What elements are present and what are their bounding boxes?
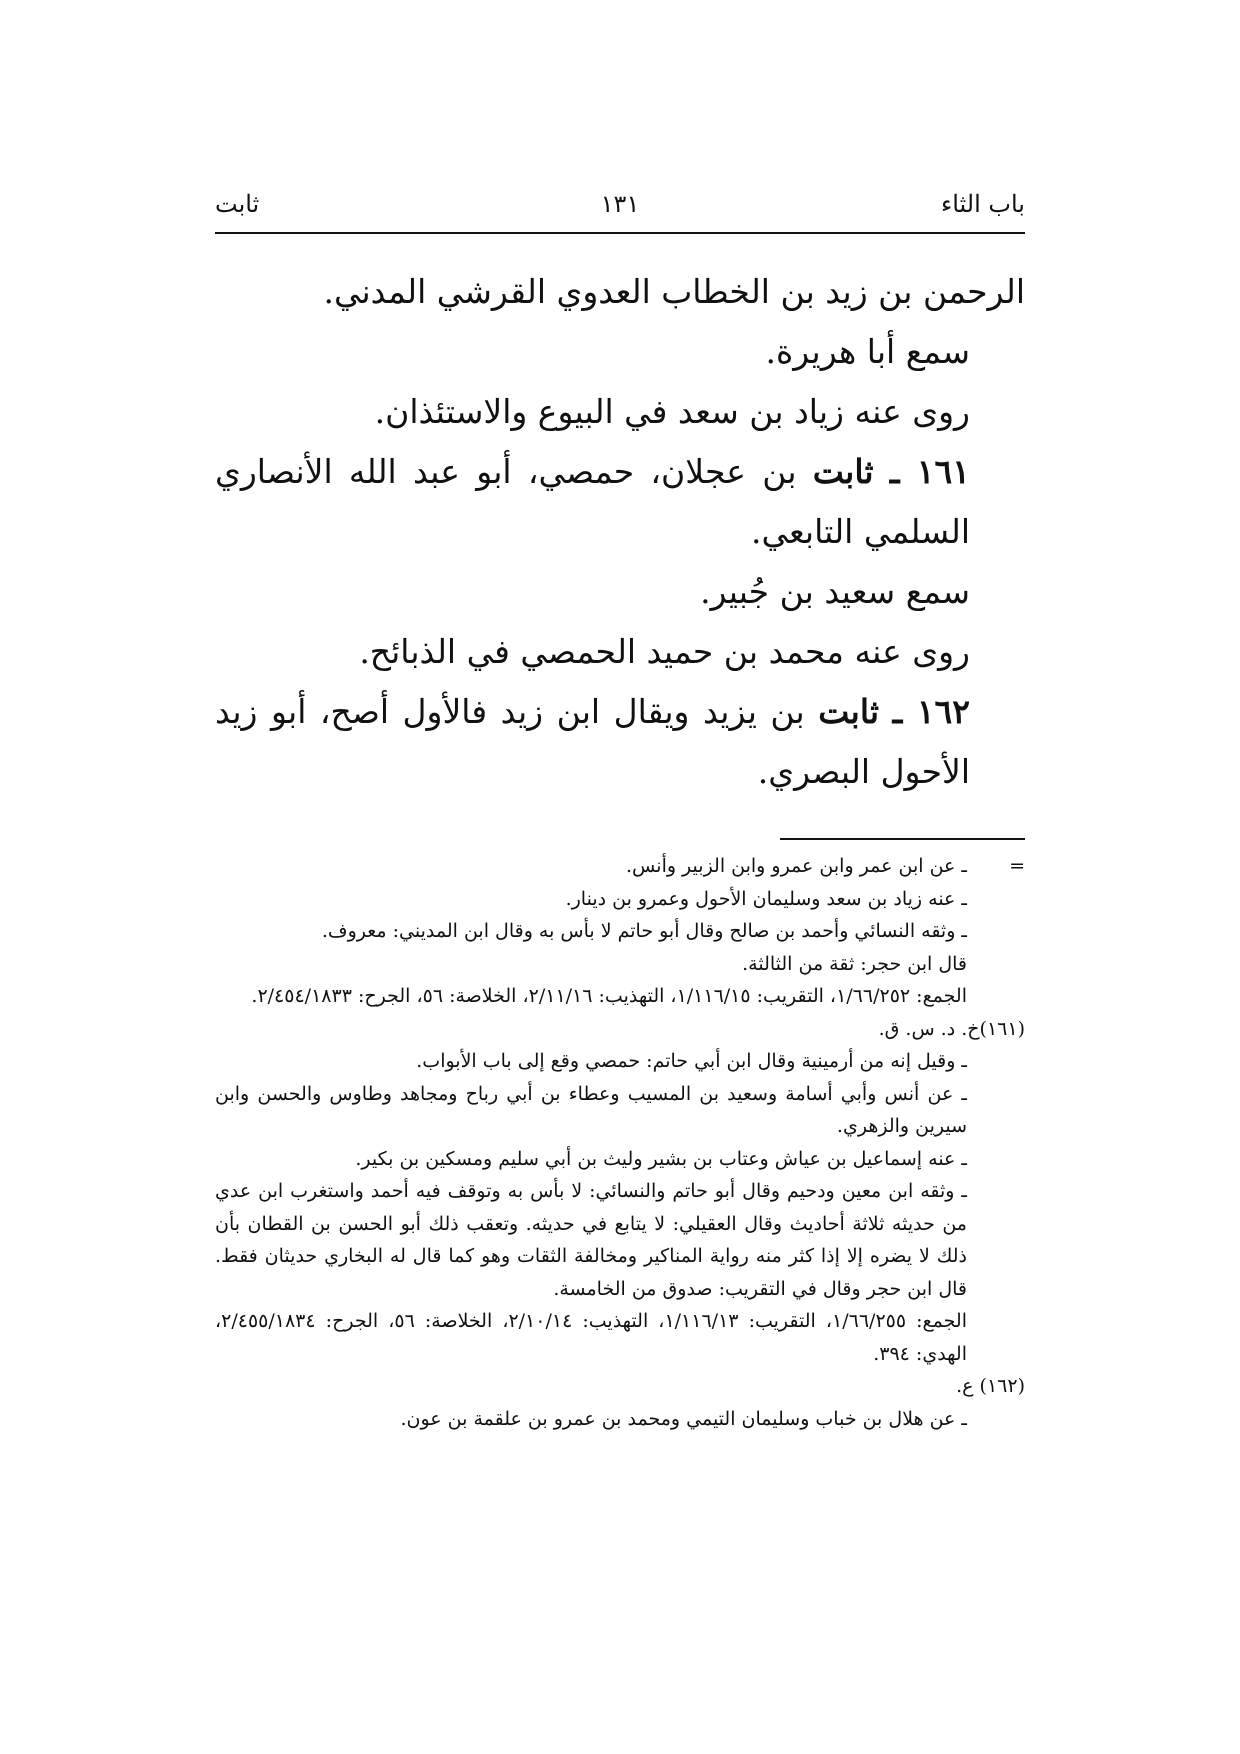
entry-name: ثابت [818, 692, 880, 731]
footnote-line: قال ابن حجر: ثقة من الثالثة. [742, 952, 967, 975]
running-header [215, 190, 1025, 230]
footnote-sigla: ع. [956, 1375, 974, 1397]
footnote-line: ـ عن أنس وأبي أسامة وسعيد بن المسيب وعطاء بن أبي رباح ومجاهد وطاوس والحسن وابن سيرين والزهري. [215, 1082, 967, 1137]
entry-text: بن عجلان، حمصي، أبو عبد الله الأنصاري السلمي التابعي. [215, 452, 970, 551]
footnote-line: ـ عن هلال بن خباب وسليمان التيمي ومحمد بن عمرو بن علقمة بن عون. [400, 1407, 967, 1430]
entry-number: ١٦١ ـ [889, 452, 970, 491]
footnote-separator [780, 838, 1025, 840]
entry-name: ثابت [812, 452, 874, 491]
header-rule [215, 232, 1025, 234]
footnote-162 [215, 1370, 1025, 1435]
page-number: ١٣١ [600, 190, 640, 218]
footnotes [215, 850, 1025, 1435]
footnote-line: ـ عنه إسماعيل بن عياش وعتاب بن بشير وليث بن أبي سليم ومسكين بن بكير. [355, 1147, 967, 1170]
entry-162 [215, 682, 1025, 802]
chapter-title: باب الثاء [940, 190, 1025, 218]
footnote-line: ـ وثقه النسائي وأحمد بن صالح وقال أبو حاتم لا بأس به وقال ابن المديني: معروف. [321, 920, 967, 942]
footnote-head [215, 1013, 1025, 1046]
entry-number: ١٦٢ ـ [892, 692, 970, 731]
footnote-line: ـ عن ابن عمر وابن عمرو وابن الزبير وأنس. [626, 855, 967, 877]
main-text [215, 262, 1025, 802]
footnote-label: (١٦١) [979, 1017, 1025, 1040]
text-line: سمع أبا هريرة. [765, 332, 970, 371]
text-line: روى عنه زياد بن سعد في البيوع والاستئذان. [374, 392, 970, 431]
footnote-line: ـ عنه زياد بن سعد وسليمان الأحول وعمرو بن دينار. [565, 887, 967, 910]
footnote-head [215, 1370, 1025, 1403]
section-title: ثابت [215, 190, 260, 218]
footnote-line: ـ وثقه ابن معين ودحيم وقال أبو حاتم والنسائي: لا بأس به وتوقف فيه أحمد واستغرب ابن عدي من حديثه ثلاثة أحاديث وقال العقيلي: لا يتابع في حديثه. وتعقب ذلك أبو الحسن بن القطان بأن ذلك لا يضره إلا إذا كثر منه رواية المناكير ومخالفة الثقات وهو كما قال له البخاري حديثان فقط. قال ابن حجر وقال في التقريب: صدوق من الخامسة. [215, 1180, 967, 1300]
entry-161 [215, 442, 1025, 562]
footnote-continuation-mark: = [1009, 855, 1025, 877]
entry-161-narrated: روى عنه محمد بن حميد الحمصي في الذبائح. [359, 632, 970, 671]
footnote-161 [215, 1013, 1025, 1371]
footnote-line: الجمع: ١/٦٦/٢٥٥، التقريب: ١/١١٦/١٣، التهذيب: ٢/١٠/١٤، الخلاصة: ٥٦، الجرح: ٢/٤٥٥/١٨٣٤، الهدي: ٣٩٤. [215, 1310, 967, 1365]
footnote-line: ـ وقيل إنه من أرمينية وقال ابن أبي حاتم: حمصي وقع إلى باب الأبواب. [416, 1050, 967, 1072]
footnote-label: (١٦٢) [979, 1375, 1025, 1397]
text-line: الرحمن بن زيد بن الخطاب العدوي القرشي المدني. [323, 272, 1025, 311]
entry-161-heard: سمع سعيد بن جُبير. [700, 572, 970, 611]
footnote-continued [215, 850, 1025, 1013]
footnote-sigla: خ. د. س. ق. [878, 1017, 980, 1040]
entry-text: بن يزيد ويقال ابن زيد فالأول أصح، أبو زيد الأحول البصري. [215, 692, 970, 791]
footnote-line: الجمع: ١/٦٦/٢٥٢، التقريب: ١/١١٦/١٥، التهذيب: ٢/١١/١٦، الخلاصة: ٥٦، الجرح: ٢/٤٥٤/١٨٣٣. [251, 985, 967, 1007]
